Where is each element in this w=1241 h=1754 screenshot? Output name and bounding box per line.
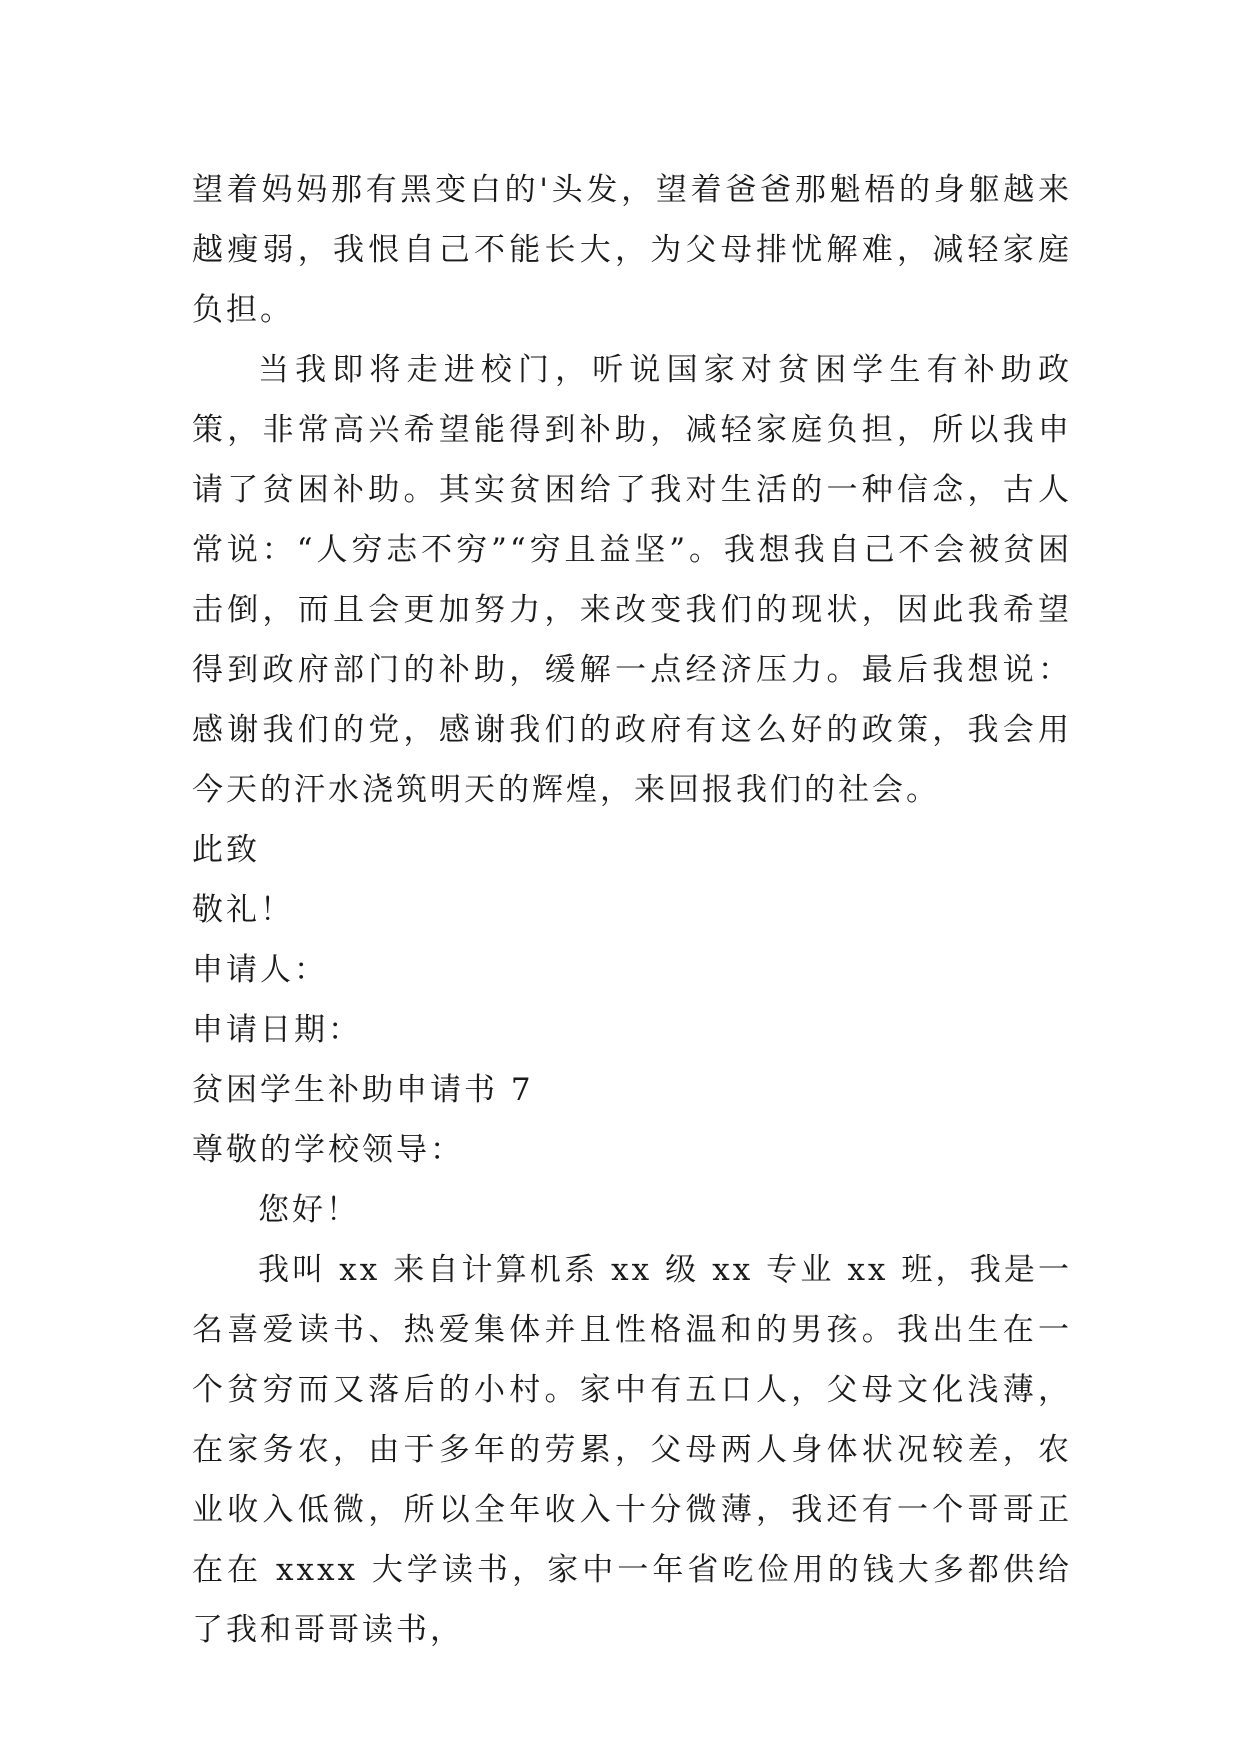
closing-jingli: 敬礼！: [192, 892, 294, 928]
paragraph-subsidy-policy: 当我即将走进校门，听说国家对贫困学生有补助政策，非常高兴希望能得到补助，减轻家庭负担，所以我申请了贫困补助。其实贫困给了我对生活的一种信念，古人常说：“人穷志不穷”“穷且益坚”。我想我自己不会被贫困击倒，而且会更加努力，来改变我们的现状，因此我希望得到政府部门的补助，缓解一点经济压力。最后我想说：感谢我们的党，感谢我们的政府有这么好的政策，我会用今天的汗水浇筑明天的辉煌，来回报我们的社会。: [192, 352, 1072, 808]
greeting: 您好！: [258, 1192, 360, 1228]
salutation: 尊敬的学校领导：: [192, 1132, 464, 1168]
applicant-label: 申请人：: [192, 952, 328, 988]
closing-cizhi: 此致: [192, 832, 260, 868]
date-label: 申请日期：: [192, 1012, 362, 1048]
document-body: [192, 160, 1072, 1660]
section-heading: 贫困学生补助申请书 7: [192, 1072, 534, 1108]
paragraph-hair: 望着妈妈那有黑变白的'头发，望着爸爸那魁梧的身躯越来越瘦弱，我恨自己不能长大，为父母排忧解难，减轻家庭负担。: [192, 172, 1072, 328]
paragraph-self-intro: 我叫 xx 来自计算机系 xx 级 xx 专业 xx 班，我是一名喜爱读书、热爱集体并且性格温和的男孩。我出生在一个贫穷而又落后的小村。家中有五口人，父母文化浅薄，在家务农，由于多年的劳累，父母两人身体状况较差，农业收入低微，所以全年收入十分微薄，我还有一个哥哥正在在 xxxx 大学读书，家中一年省吃俭用的钱大多都供给了我和哥哥读书，: [192, 1252, 1072, 1648]
